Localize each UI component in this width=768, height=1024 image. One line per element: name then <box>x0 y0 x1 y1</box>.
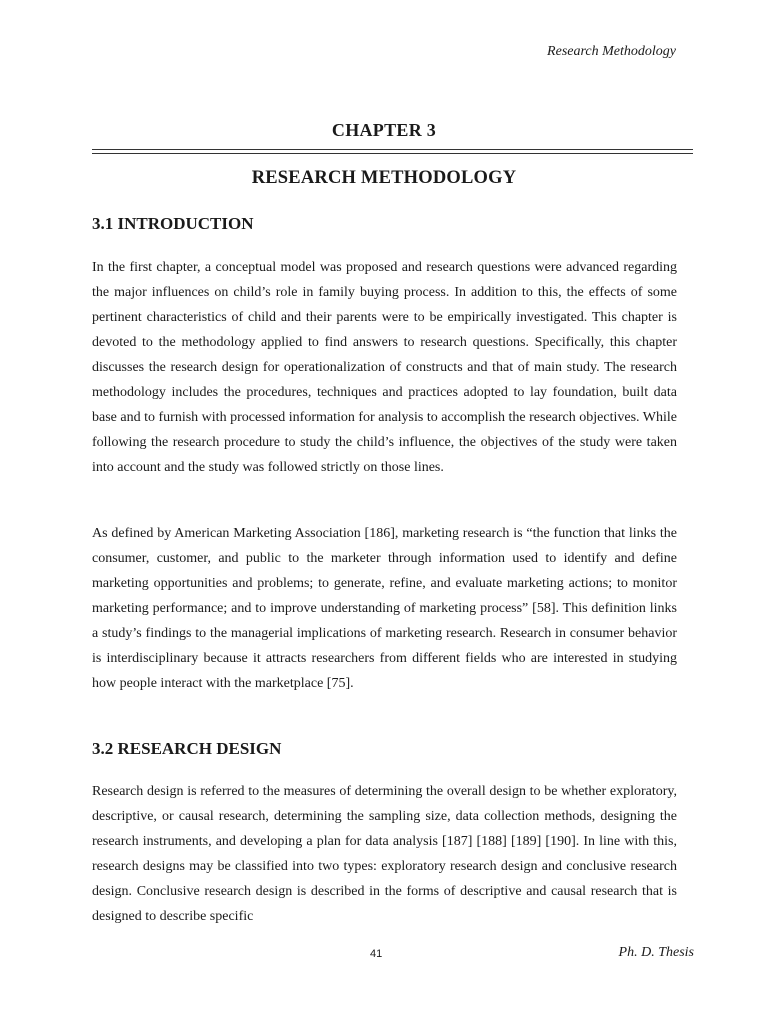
introduction-paragraph-2: As defined by American Marketing Association [186], marketing research is “the function that links the consumer, customer, and public to the marketer through information used to identify and define marketing opportunities and problems; to generate, refine, and evaluate marketing actions; to monitor marketing performance; and to improve understanding of marketing process” [58]. This definition links a study’s findings to the managerial implications of marketing research. Research in consumer behavior is interdisciplinary because it attracts researchers from different fields who are interested in studying how people interact with the marketplace [75]. <box>92 526 677 691</box>
title-rule-top <box>92 149 693 150</box>
section-heading-research-design: 3.2 RESEARCH DESIGN <box>92 739 282 758</box>
introduction-paragraph-1: In the first chapter, a conceptual model was proposed and research questions were advanced regarding the major influences on child’s role in family buying process. In addition to this, the effects of some pertinent characteristics of child and their parents were to be empirically investigated. This chapter is devoted to the methodology applied to find answers to research questions. Specifically, this chapter discusses the research design for operationalization of constructs and that of main study. The research methodology includes the procedures, techniques and practices adopted to lay foundation, built data base and to furnish with processed information for analysis to accomplish the research objectives. While following the research procedure to study the child’s influence, the objectives of the study were taken into account and the study was followed strictly on those lines. <box>92 260 677 475</box>
chapter-number: CHAPTER 3 <box>331 120 437 140</box>
chapter-title: RESEARCH METHODOLOGY <box>251 168 517 188</box>
running-footer: Ph. D. Thesis <box>618 945 694 960</box>
research-design-paragraph-1: Research design is referred to the measures of determining the overall design to be whether exploratory, descriptive, or causal research, determining the sampling size, data collection methods, designing the research instruments, and developing a plan for data analysis [187] [188] [189] [190]. In line with this, research designs may be classified into two types: exploratory research design and conclusive research design. Conclusive research design is described in the forms of descriptive and causal research that is designed to describe specific <box>92 784 677 924</box>
running-header: Research Methodology <box>547 44 676 59</box>
page-number: 41 <box>370 948 383 960</box>
title-rule-bottom <box>92 153 693 154</box>
section-heading-introduction: 3.1 INTRODUCTION <box>92 214 254 233</box>
